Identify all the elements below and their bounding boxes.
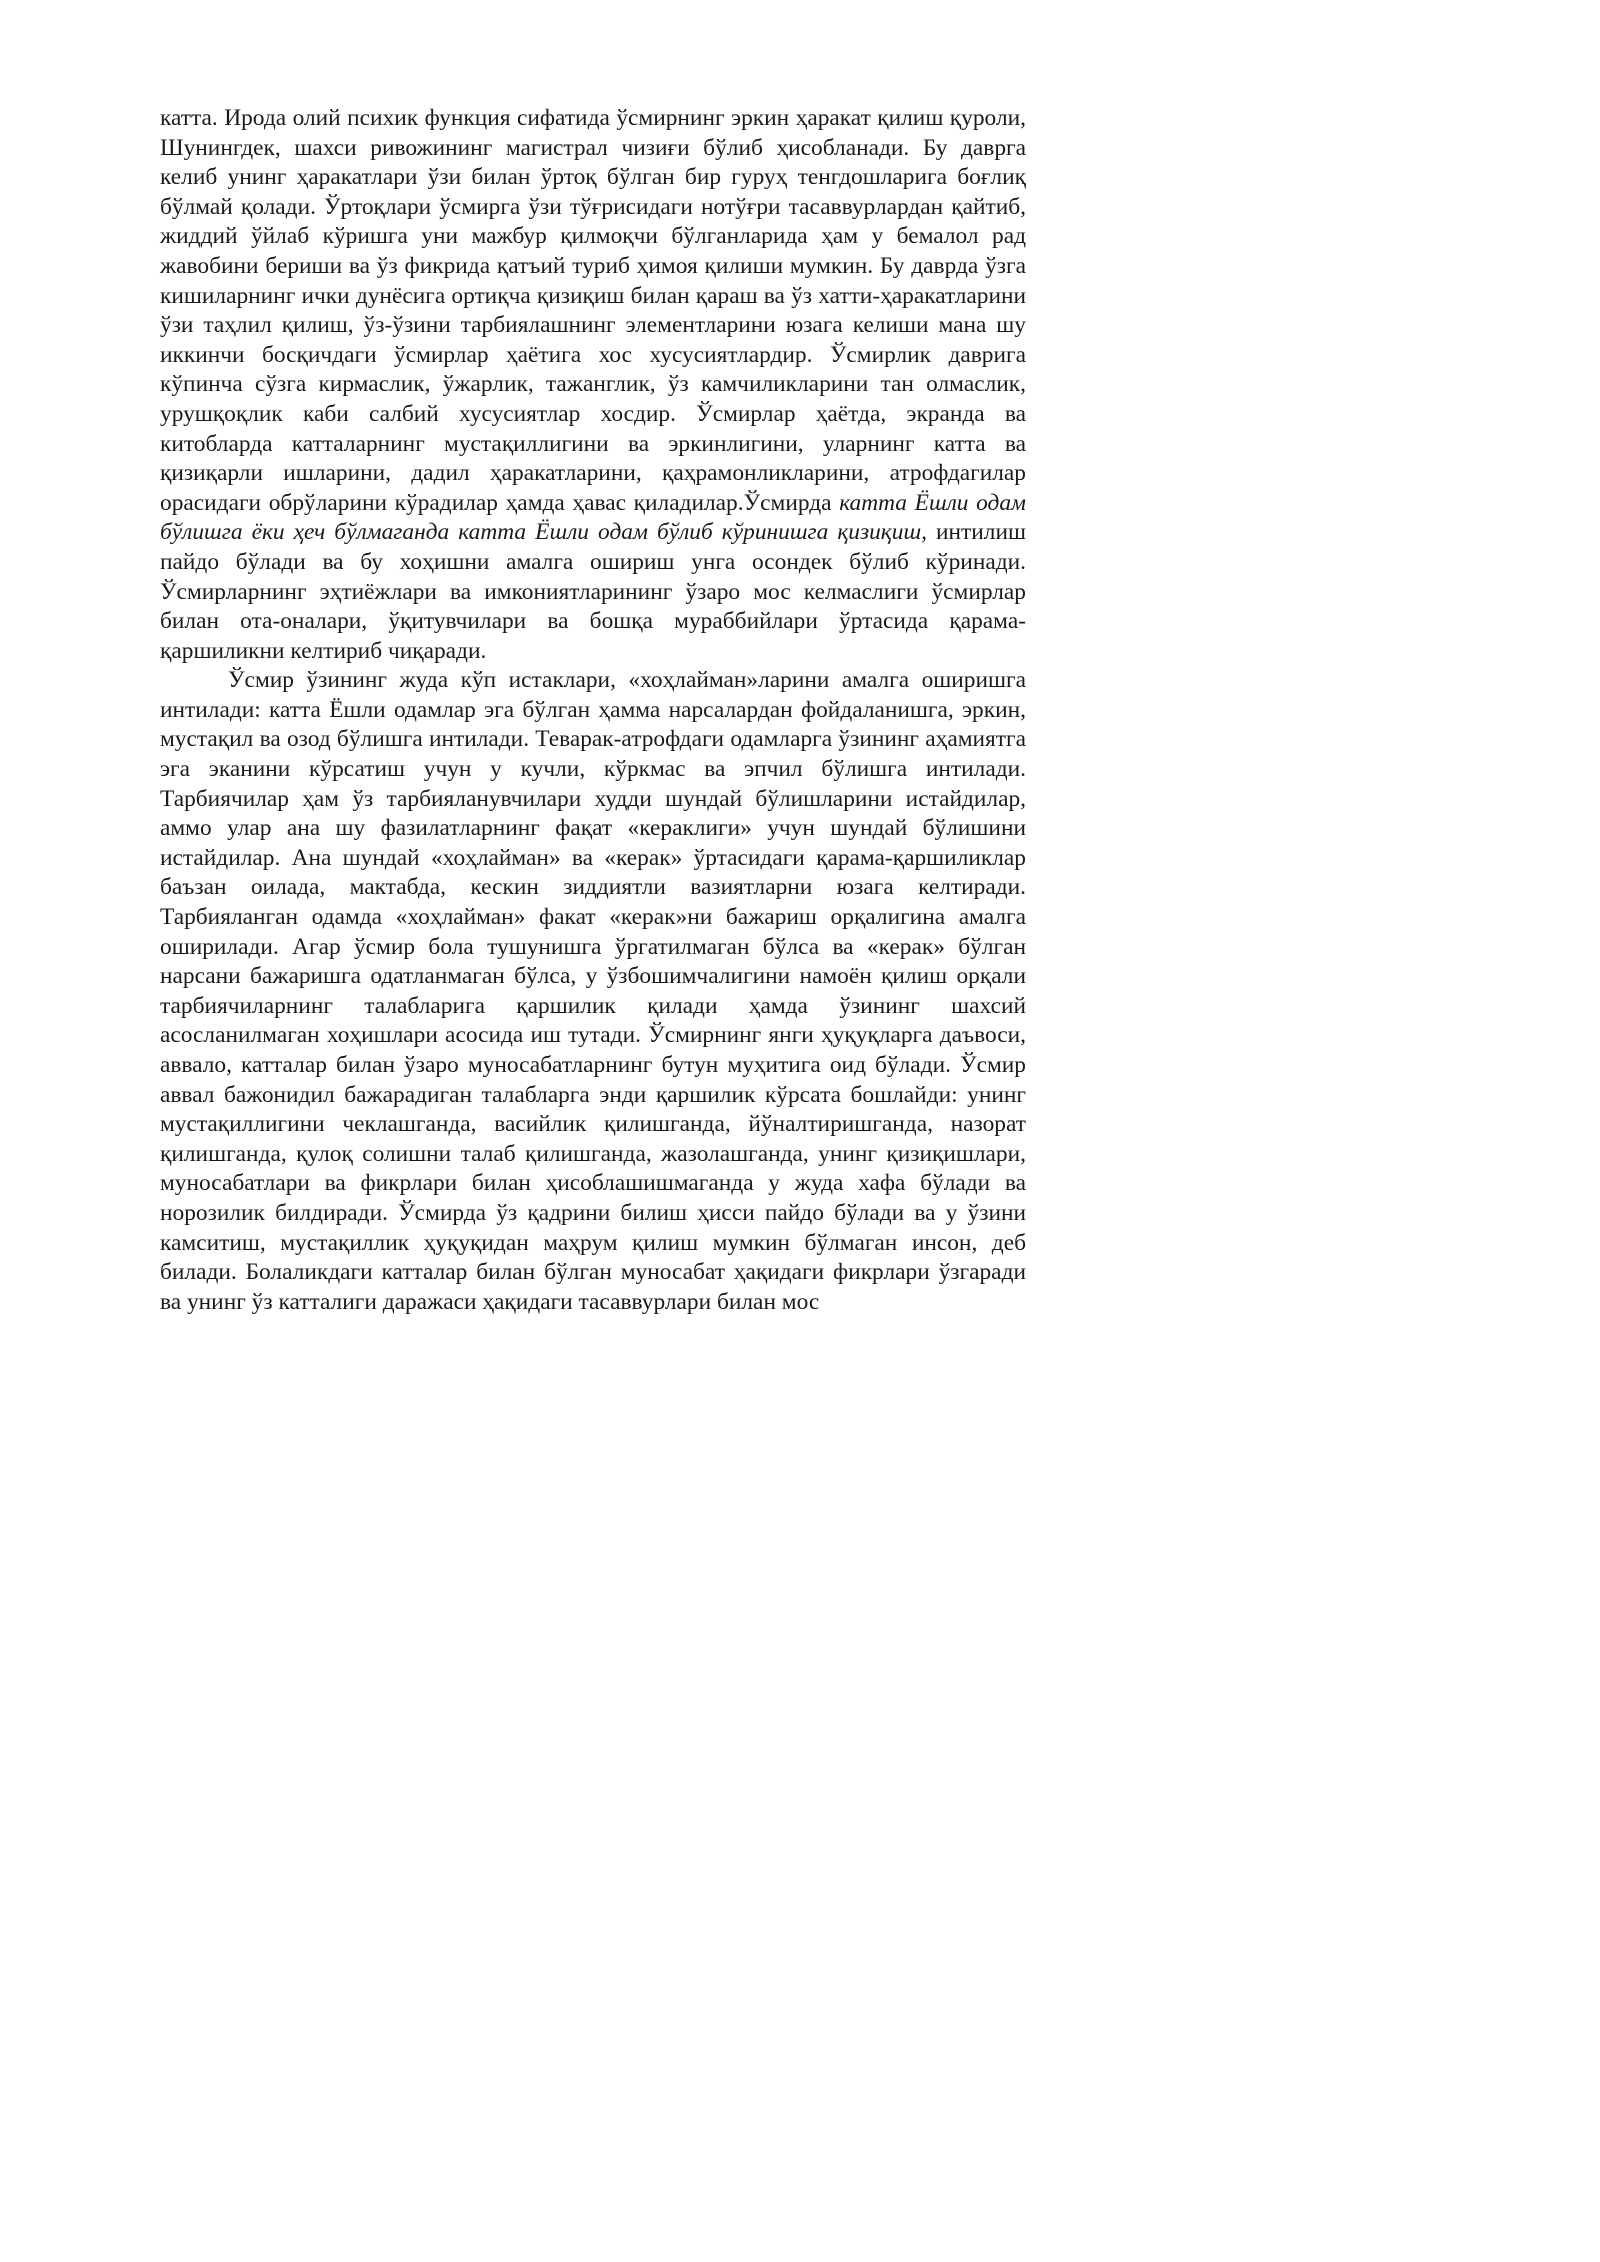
paragraph-1 [160,104,1026,666]
paragraph-2: Ўсмир ўзининг жуда кўп истаклари, «хоҳлайман»ларини амалга оширишга интилади: катта Ёшли одамлар эга бўлган ҳамма нарсалардан фойдаланишга, эркин, мустақил ва озод бўлишга интилади. Теварак-атрофдаги одамларга ўзининг аҳамиятга эга эканини кўрсатиш учун у кучли, кўркмас ва эпчил бўлишга интилади. Тарбиячилар ҳам ўз тарбияланувчилари худди шундай бўлишларини истайдилар, аммо улар ана шу фазилатларнинг фақат «кераклиги» учун шундай бўлишини истайдилар. Ана шундай «хоҳлайман» ва «керак» ўртасидаги қарама-қаршиликлар баъзан оилада, мактабда, кескин зиддиятли вазиятларни юзага келтиради. Тарбияланган одамда «хоҳлайман» факат «керак»ни бажариш орқалигина амалга оширилади. Агар ўсмир бола тушунишга ўргатилмаган бўлса ва «керак» бўлган нарсани бажаришга одатланмаган бўлса, у ўзбошимчалигини намоён қилиш орқали тарбиячиларнинг талабларига қаршилик қилади ҳамда ўзининг шахсий асосланилмаган хоҳишлари асосида иш тутади. Ўсмирнинг янги ҳуқуқларга даъвоси, аввало, катталар билан ўзаро муносабатларнинг бутун муҳитига оид бўлади. Ўсмир аввал бажонидил бажарадиган талабларга энди қаршилик кўрсата бошлайди: унинг мустақиллигини чеклашганда, васийлик қилишганда, йўналтиришганда, назорат қилишганда, қулоқ солишни талаб қилишганда, жазолашганда, унинг қизиқишлари, муносабатлари ва фикрлари билан ҳисоблашишмаганда у жуда хафа бўлади ва норозилик билдиради. Ўсмирда ўз қадрини билиш ҳисси пайдо бўлади ва у ўзини камситиш, мустақиллик ҳуқуқидан маҳрум қилиш мумкин бўлмаган инсон, деб билади. Болаликдаги катталар билан бўлган муносабат ҳақидаги фикрлари ўзгаради ва унинг ўз катталиги даражаси ҳақидаги тасаввурлари билан мос [160,667,1026,1315]
paragraph-1-italic-phrase: катта Ёшли одам бўлишга ёки ҳеч бўлмаганда катта Ёшли одам бўлиб кўринишга қизиқиш, [160,489,1026,546]
document-page [160,104,1026,1317]
paragraph-1-text-end: интилиш пайдо бўлади ва бу хоҳишни амалга ошириш унга осондек бўлиб кўринади. Ўсмирларнинг эҳтиёжлари ва имкониятларининг ўзаро мос келмаслиги ўсмирлар билан ота-оналари, ўқитувчилари ва бошқа мураббийлари ўртасида қарама-қаршиликни келтириб чиқаради. [160,519,1026,664]
paragraph-1-text-start: катта. Ирода олий психик функция сифатида ўсмирнинг эркин ҳаракат қилиш қуроли, Шунингдек, шахси ривожининг магистрал чизиғи бўлиб ҳисобланади. Бу даврга келиб унинг ҳаракатлари ўзи билан ўртоқ бўлган бир гуруҳ тенгдошларига боғлиқ бўлмай қолади. Ўртоқлари ўсмирга ўзи тўғрисидаги нотўғри тасаввурлардан қайтиб, жиддий ўйлаб кўришга уни мажбур қилмоқчи бўлганларида ҳам у бемалол рад жавобини бериши ва ўз фикрида қатъий туриб ҳимоя қилиши мумкин. Бу даврда ўзга кишиларнинг ички дунёсига ортиқча қизиқиш билан қараш ва ўз хатти-ҳаракатларини ўзи таҳлил қилиш, ўз-ўзини тарбиялашнинг элементларини юзага келиши мана шу иккинчи босқичдаги ўсмирлар ҳаётига хос хусусиятлардир. Ўсмирлик даврига кўпинча сўзга кирмаслик, ўжарлик, тажанглик, ўз камчиликларини тан олмаслик, урушқоқлик каби салбий хусусиятлар хосдир. Ўсмирлар ҳаётда, экранда ва китобларда катталарнинг мустақиллигини ва эркинлигини, уларнинг катта ва қизиқарли ишларини, дадил ҳаракатларини, қаҳрамонликларини, атрофдагилар орасидаги обрўларини кўрадилар ҳамда ҳавас қиладилар.Ўсмирда [160,105,1026,516]
